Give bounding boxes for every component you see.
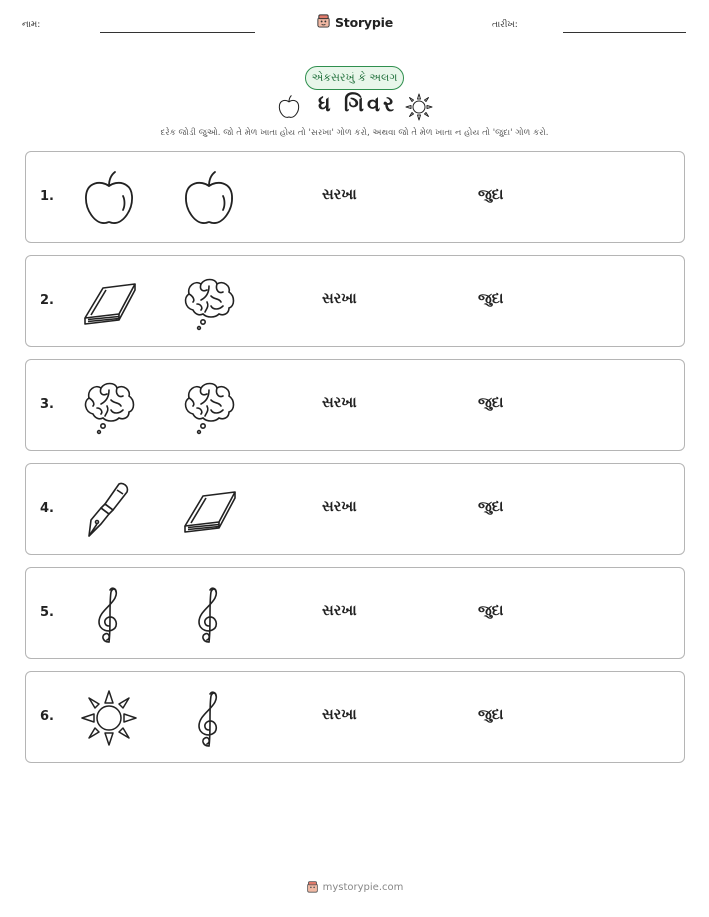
treble-clef-icon xyxy=(179,584,239,644)
instructions: દરેક જોડી જુઓ. જો તે મેળ ખાતા હોય તો 'સરખા' ગોળ કરો, અથવા જો તે મેળ ખાતા ન હોય તો 'જુદા' ગોળ કરો. xyxy=(160,128,549,138)
question-row xyxy=(25,151,685,243)
same-option[interactable]: સરખા xyxy=(322,187,357,203)
same-option[interactable]: સરખા xyxy=(322,707,357,723)
name-line[interactable] xyxy=(100,32,255,33)
question-row xyxy=(25,567,685,659)
same-option[interactable]: સરખા xyxy=(322,603,357,619)
sun-icon xyxy=(404,92,434,122)
question-number: 6. xyxy=(40,709,54,724)
apple-icon xyxy=(79,168,139,228)
question-number: 5. xyxy=(40,605,54,620)
storypie-mascot-icon xyxy=(306,878,319,897)
question-row xyxy=(25,671,685,763)
book-icon xyxy=(79,272,139,332)
footer-url[interactable]: mystorypie.com xyxy=(322,882,404,893)
question-number: 2. xyxy=(40,293,54,308)
same-option[interactable]: સરખા xyxy=(322,291,357,307)
question-number: 1. xyxy=(40,189,54,204)
apple-icon xyxy=(179,168,239,228)
brain-icon xyxy=(79,376,139,436)
date-line[interactable] xyxy=(563,32,686,33)
question-number: 4. xyxy=(40,501,54,516)
question-row xyxy=(25,359,685,451)
different-option[interactable]: જુદા xyxy=(478,291,504,307)
treble-clef-icon xyxy=(79,584,139,644)
same-option[interactable]: સરખા xyxy=(322,499,357,515)
same-option[interactable]: સરખા xyxy=(322,395,357,411)
title-row xyxy=(0,92,709,122)
different-option[interactable]: જુદા xyxy=(478,603,504,619)
fountain-pen-icon xyxy=(79,480,139,540)
brain-icon xyxy=(179,376,239,436)
worksheet-title: ધ ગિવર xyxy=(318,92,397,116)
name-label: નામ: xyxy=(22,20,41,30)
brand-logo xyxy=(0,13,709,32)
different-option[interactable]: જુદા xyxy=(478,187,504,203)
apple-icon xyxy=(276,93,302,121)
question-number: 3. xyxy=(40,397,54,412)
different-option[interactable]: જુદા xyxy=(478,707,504,723)
storypie-mascot-icon xyxy=(316,13,331,32)
sun-icon xyxy=(79,688,139,748)
brain-icon xyxy=(179,272,239,332)
footer xyxy=(0,878,709,897)
question-row xyxy=(25,255,685,347)
book-icon xyxy=(179,480,239,540)
treble-clef-icon xyxy=(179,688,239,748)
question-row xyxy=(25,463,685,555)
different-option[interactable]: જુદા xyxy=(478,395,504,411)
activity-badge: એકસરખું કે અલગ xyxy=(305,66,404,90)
different-option[interactable]: જુદા xyxy=(478,499,504,515)
date-label: તારીખ: xyxy=(492,20,518,30)
brand-name: Storypie xyxy=(335,15,393,30)
